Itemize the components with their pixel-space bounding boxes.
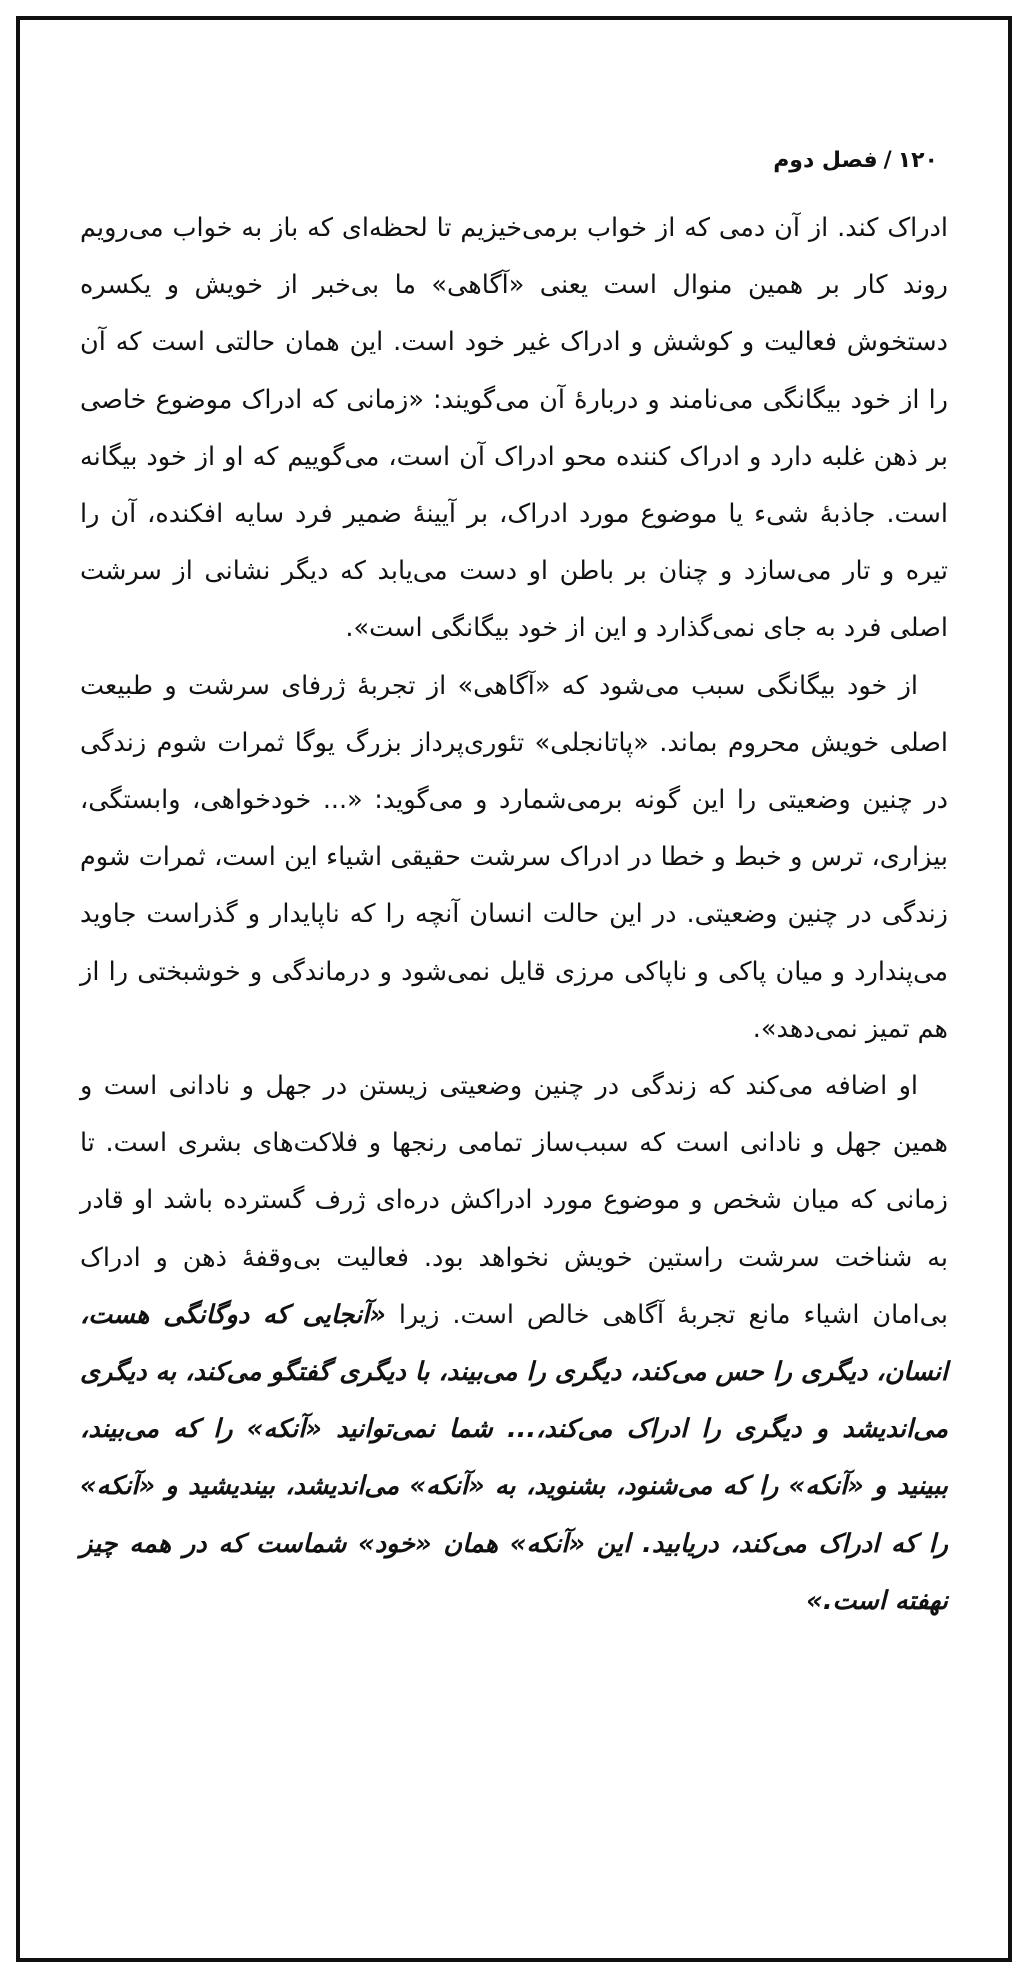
body-text bbox=[80, 200, 948, 1630]
chapter-title: فصل دوم bbox=[773, 148, 878, 173]
paragraph-1: ادراک کند. از آن دمی که از خواب برمی‌خیزیم تا لحظه‌ای که باز به خواب می‌رویم روند کار بر همین منوال است یعنی «آگاهی» ما بی‌خبر از خویش و یکسره دستخوش فعالیت و کوشش و ادراک غیر خود است. این همان حالتی است که آن را از خود بیگانگی می‌نامند و دربارهٔ آن می‌گویند: «زمانی که ادراک موضوع خاصی بر ذهن غلبه دارد و ادراک کننده محو ادراک آن است، می‌گوییم که او از خود بیگانه است. جاذبهٔ شیء یا موضوع مورد ادراک، بر آیینهٔ ضمیر فرد سایه افکنده، آن را تیره و تار می‌سازد و چنان بر باطن او دست می‌یابد که دیگر نشانی از سرشت اصلی فرد به جای نمی‌گذارد و این از خود بیگانگی است». bbox=[80, 213, 948, 644]
paragraph-2: از خود بیگانگی سبب می‌شود که «آگاهی» از تجربهٔ ژرفای سرشت و طبیعت اصلی خویش محروم بماند. «پاتانجلی» تئوری‌پرداز بزرگ یوگا ثمرات شوم زندگی در چنین وضعیتی را این گونه برمی‌شمارد و می‌گوید: «... خودخواهی، وابستگی، بیزاری، ترس و خبط و خطا در ادراک سرشت حقیقی اشیاء این است، ثمرات شوم زندگی در چنین وضعیتی. در این حالت انسان آنچه را که ناپایدار و گذراست جاوید می‌پندارد و میان پاکی و ناپاکی مرزی قایل نمی‌شود و درماندگی و خوشبختی را از هم تمیز نمی‌دهد». bbox=[80, 670, 948, 1044]
page-number: ۱۲۰ bbox=[897, 148, 938, 173]
header-separator: / bbox=[883, 148, 892, 173]
paragraph-3 bbox=[80, 1058, 948, 1630]
paragraph-3-quote: «آنجایی که دوگانگی هست، انسان، دیگری را حس می‌کند، دیگری را می‌بیند، با دیگری گفتگو می‌کند، به دیگری می‌اندیشد و دیگری را ادراک می‌کند،... شما نمی‌توانید «آنکه» را که می‌بیند، ببینید و «آنکه» را که می‌شنود، بشنوید، به «آنکه» می‌اندیشد، بیندیشید و «آنکه» را که ادراک می‌کند، دریابید. این «آنکه» همان «خود» شماست که در همه چیز نهفته است.» bbox=[80, 1299, 948, 1616]
paragraph-3-text: او اضافه می‌کند که زندگی در چنین وضعیتی زیستن در جهل و نادانی است و همین جهل و نادانی است که سبب‌ساز تمامی رنجها و فلاکت‌های بشری است. تا زمانی که میان شخص و موضوع مورد ادراکش دره‌ای ژرف گسترده باشد او قادر به شناخت سرشت راستین خویش نخواهد بود. فعالیت بی‌وقفهٔ ذهن و ادراک بی‌امان اشیاء مانع تجربهٔ آگاهی خالص است. زیرا bbox=[80, 1071, 948, 1330]
page-header bbox=[90, 148, 938, 173]
page-frame bbox=[16, 16, 1012, 1962]
